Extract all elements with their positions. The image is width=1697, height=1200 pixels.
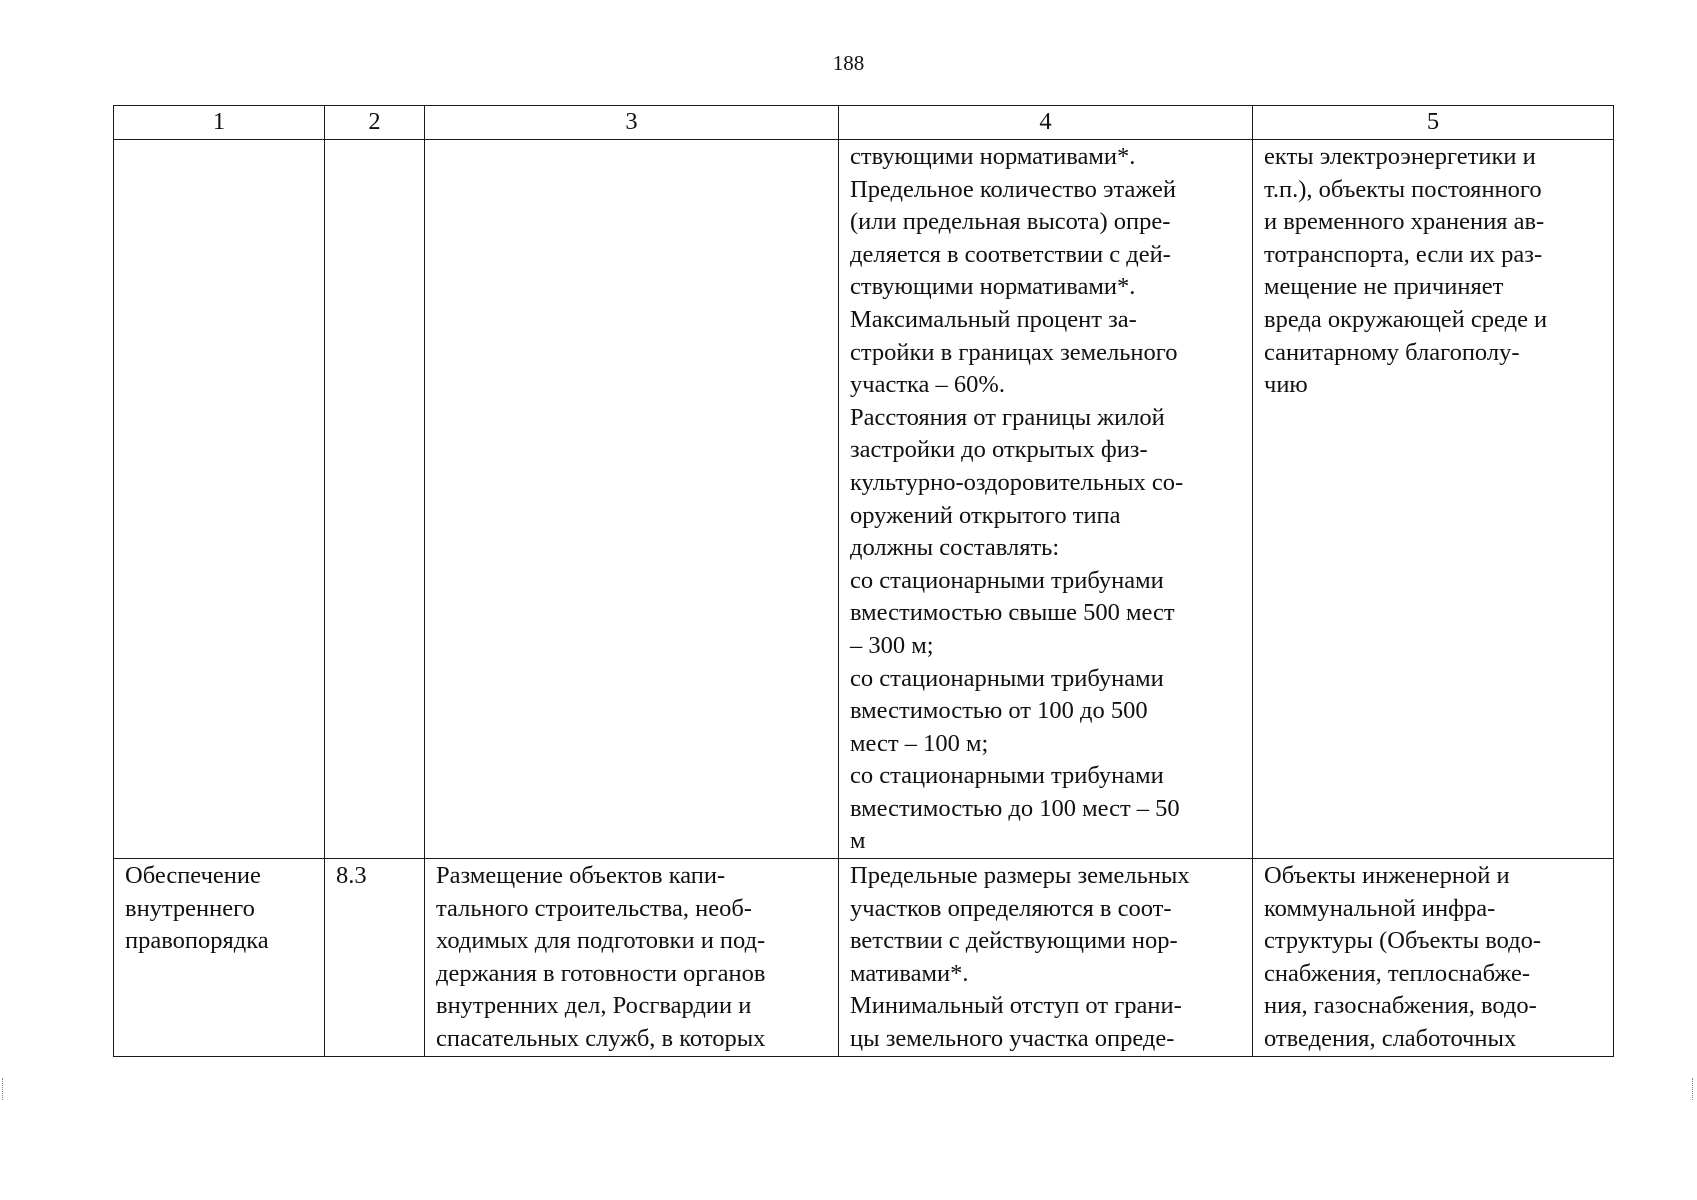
cell-text-line: оружений открытого типа: [850, 501, 1121, 529]
column-header-5: 5: [1253, 106, 1614, 140]
column-header-3: 3: [425, 106, 839, 140]
cell-text-line: держания в готовности органов: [436, 959, 766, 987]
cell-text-line: правопорядка: [125, 927, 269, 955]
cell-text-line: со стационарными трибунами: [850, 664, 1164, 692]
column-number-row: [114, 106, 1614, 140]
column-header-1: 1: [114, 106, 325, 140]
scan-margin-mark-right: [1692, 1078, 1695, 1100]
cell-text-line: участков определяются в соот-: [850, 894, 1172, 922]
cell-text-line: 8.3: [336, 862, 367, 890]
cell-text-line: санитарному благополу-: [1264, 338, 1520, 366]
cell-text-line: вместимостью от 100 до 500: [850, 697, 1148, 725]
cell-text-line: со стационарными трибунами: [850, 762, 1164, 790]
cell-use-name: [114, 859, 325, 1057]
cell-text-line: Размещение объектов капи-: [436, 862, 726, 890]
cell-text-line: снабжения, теплоснабже-: [1264, 959, 1531, 987]
cell-text-line: ствующими нормативами*.: [850, 273, 1136, 301]
cell-text-line: должны составлять:: [850, 534, 1060, 562]
cell-text-line: структуры (Объекты водо-: [1264, 927, 1542, 955]
cell-text-line: вместимостью до 100 мест – 50: [850, 794, 1180, 822]
cell-text-line: т.п.), объекты постоянного: [1264, 175, 1542, 203]
cell-text-line: стройки в границах земельного: [850, 338, 1178, 366]
cell-text-line: застройки до открытых физ-: [850, 436, 1148, 464]
cell-text-line: со стационарными трибунами: [850, 566, 1164, 594]
cell-text-line: Максимальный процент за-: [850, 305, 1137, 333]
cell-text-line: – 300 м;: [850, 631, 934, 659]
cell-text-line: Минимальный отступ от грани-: [850, 992, 1182, 1020]
cell-text-line: вреда окружающей среде и: [1264, 305, 1548, 333]
cell-text-line: культурно-оздоровительных со-: [850, 468, 1184, 496]
cell-use-name: [114, 140, 325, 859]
cell-text-line: ветствии с действующими нор-: [850, 927, 1178, 955]
cell-text-line: спасательных служб, в которых: [436, 1025, 766, 1053]
column-header-2: 2: [325, 106, 425, 140]
cell-text-line: коммунальной инфра-: [1264, 894, 1496, 922]
page-number: 188: [832, 51, 865, 75]
column-header-4: 4: [839, 106, 1253, 140]
regulations-table: [113, 105, 1614, 1057]
cell-text-line: мещение не причиняет: [1264, 273, 1504, 301]
cell-auxiliary-uses: [1253, 140, 1614, 859]
cell-text-line: и временного хранения ав-: [1264, 208, 1545, 236]
cell-text-line: ния, газоснабжения, водо-: [1264, 992, 1537, 1020]
cell-text-line: внутреннего: [125, 894, 255, 922]
cell-text-line: участка – 60%.: [850, 371, 1005, 399]
cell-text-line: м: [850, 827, 866, 855]
cell-text-line: отведения, слаботочных: [1264, 1025, 1517, 1053]
cell-parameters: [839, 859, 1253, 1057]
cell-text-line: мативами*.: [850, 959, 969, 987]
cell-text-line: деляется в соответствии с дей-: [850, 240, 1171, 268]
cell-text-line: Объекты инженерной и: [1264, 862, 1510, 890]
cell-text-line: цы земельного участка опреде-: [850, 1025, 1175, 1053]
scan-margin-mark-left: [2, 1078, 5, 1100]
cell-use-description: [425, 140, 839, 859]
cell-text-line: (или предельная высота) опре-: [850, 208, 1171, 236]
cell-text-line: Предельные размеры земельных: [850, 862, 1190, 890]
cell-text-line: ходимых для подготовки и под-: [436, 927, 766, 955]
cell-text-line: Предельное количество этажей: [850, 175, 1176, 203]
cell-text-line: екты электроэнергетики и: [1264, 143, 1536, 170]
cell-use-description: [425, 859, 839, 1057]
table-row: [114, 140, 1614, 859]
cell-text-line: Обеспечение: [125, 862, 261, 890]
cell-use-code: [325, 140, 425, 859]
cell-text-line: тотранспорта, если их раз-: [1264, 240, 1543, 268]
cell-text-line: ствующими нормативами*.: [850, 143, 1136, 170]
cell-text-line: Расстояния от границы жилой: [850, 403, 1165, 431]
cell-text-line: вместимостью свыше 500 мест: [850, 599, 1175, 627]
cell-text-line: внутренних дел, Росгвардии и: [436, 992, 752, 1020]
cell-parameters: [839, 140, 1253, 859]
cell-auxiliary-uses: [1253, 859, 1614, 1057]
cell-text-line: тального строительства, необ-: [436, 894, 752, 922]
cell-use-code: [325, 859, 425, 1057]
cell-text-line: чию: [1264, 371, 1308, 399]
table-row: [114, 859, 1614, 1057]
cell-text-line: мест – 100 м;: [850, 729, 989, 757]
